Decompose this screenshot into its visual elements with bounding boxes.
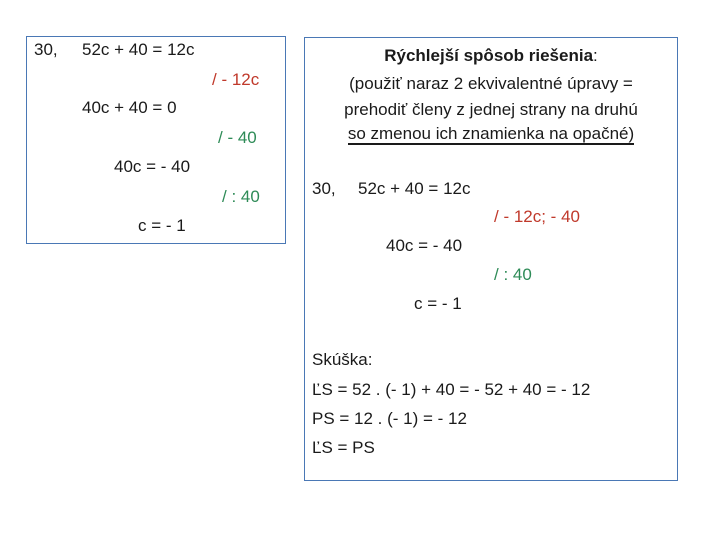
- method-note-underlined: so zmenou ich znamienka na opačné): [347, 124, 635, 143]
- equation-line-1: 52c + 40 = 12c: [358, 179, 471, 198]
- equation-line-3: 40c = - 40: [114, 157, 191, 176]
- exercise-number: 30,: [34, 40, 58, 59]
- check-title: Skúška:: [312, 350, 373, 369]
- equation-line-2: 40c + 40 = 0: [82, 98, 177, 117]
- title-colon: :: [593, 46, 598, 65]
- equation-line-2: 40c = - 40: [386, 236, 463, 255]
- method-note-line-3: [304, 124, 678, 144]
- check-conclusion: ĽS = PS: [312, 438, 375, 457]
- check-right-side: PS = 12 . (- 1) = - 12: [312, 409, 467, 428]
- faster-method-title: [304, 46, 678, 66]
- equation-line-1: 52c + 40 = 12c: [82, 40, 195, 59]
- method-note-line-1: (použiť naraz 2 ekvivalentné úpravy =: [349, 74, 633, 93]
- equation-result: c = - 1: [138, 216, 186, 235]
- operation-divide: / : 40: [494, 265, 532, 284]
- operation-1: / - 12c: [212, 70, 260, 89]
- title-text: Rýchlejší spôsob riešenia: [384, 46, 594, 65]
- method-note-line-2: prehodiť členy z jednej strany na druhú: [344, 100, 638, 119]
- exercise-number: 30,: [312, 179, 336, 198]
- operation-3: / : 40: [222, 187, 260, 206]
- combined-operation: / - 12c; - 40: [494, 207, 580, 226]
- equation-result: c = - 1: [414, 294, 462, 313]
- check-left-side: ĽS = 52 . (- 1) + 40 = - 52 + 40 = - 12: [312, 380, 591, 399]
- operation-2: / - 40: [218, 128, 257, 147]
